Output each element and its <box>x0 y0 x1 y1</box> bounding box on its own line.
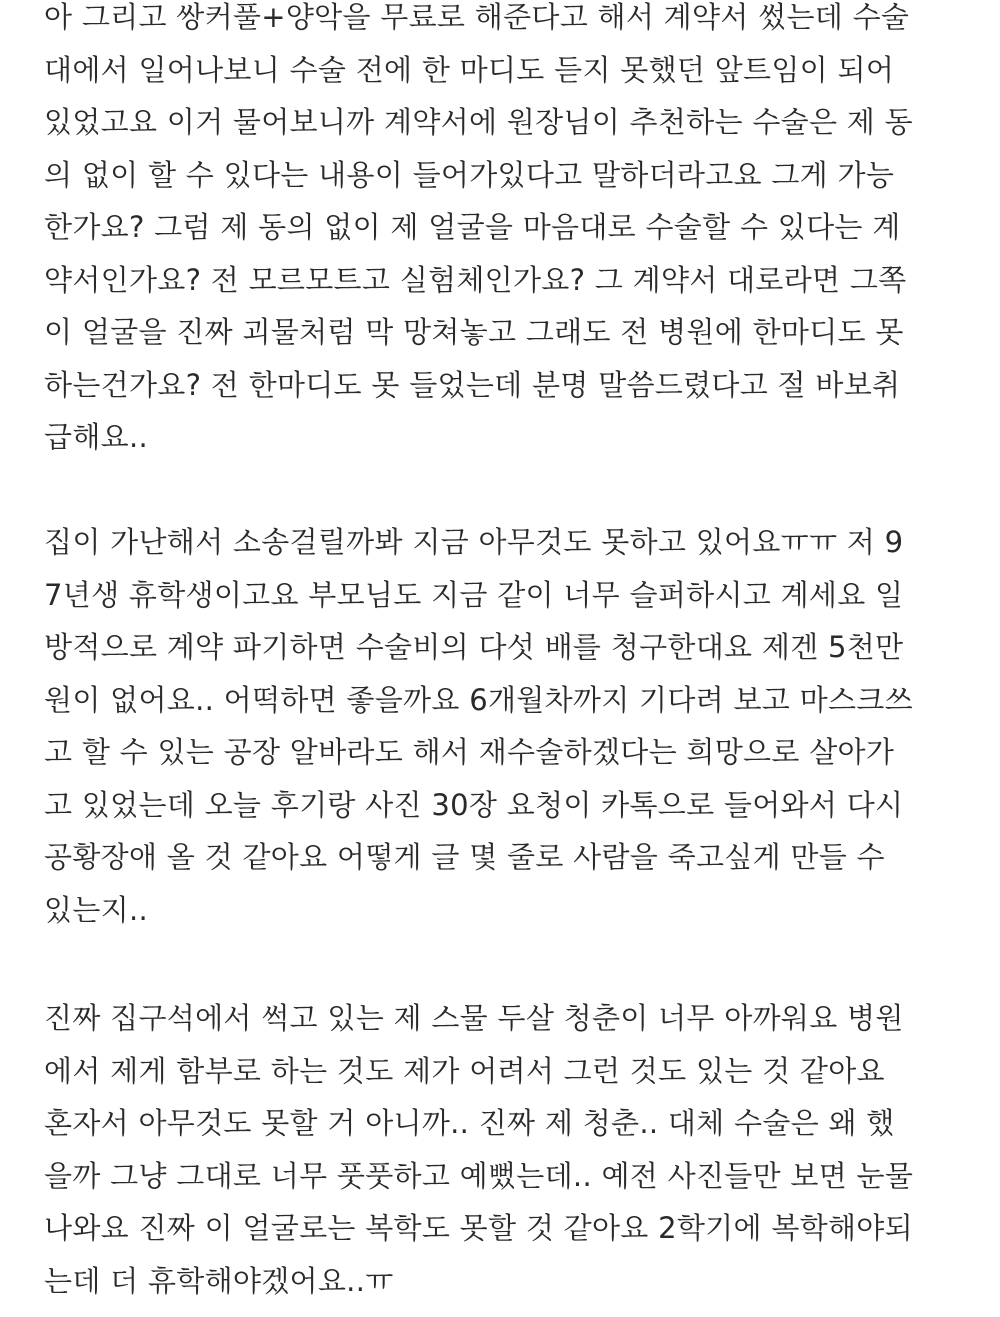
text-line: 을까 그냥 그대로 너무 풋풋하고 예뻤는데.. 예전 사진들만 보면 눈물 <box>44 1158 914 1193</box>
text-line: 있었고요 이거 물어보니까 계약서에 원장님이 추천하는 수술은 제 동 <box>44 105 913 139</box>
text-line: 진짜 집구석에서 썩고 있는 제 스물 두살 청춘이 너무 아까워요 병원 <box>44 1001 904 1035</box>
text-line: 급해요.. <box>44 420 148 454</box>
text-line: 혼자서 아무것도 못할 거 아니까.. 진짜 제 청춘.. 대체 수술은 왜 했 <box>44 1106 895 1140</box>
text-line: 아 그리고 쌍커풀+양악을 무료로 해준다고 해서 계약서 썼는데 수술 <box>44 0 910 34</box>
text-line: 는데 더 휴학해야겠어요..ㅠ <box>44 1263 394 1298</box>
text-line: 나와요 진짜 이 얼굴로는 복학도 못할 것 같아요 2학기에 복학해야되 <box>44 1211 913 1245</box>
text-line: 대에서 일어나보니 수술 전에 한 마디도 듣지 못했던 앞트임이 되어 <box>44 52 895 87</box>
text-line: 고 있었는데 오늘 후기랑 사진 30장 요청이 카톡으로 들어와서 다시 <box>44 787 904 822</box>
text-line: 집이 가난해서 소송걸릴까봐 지금 아무것도 못하고 있어요ㅠㅠ 저 9 <box>44 525 904 559</box>
text-line: 의 없이 할 수 있다는 내용이 들어가있다고 말하더라고요 그게 가능 <box>44 157 895 192</box>
text-line: 에서 제게 함부로 하는 것도 제가 어려서 그런 것도 있는 것 같아요 <box>44 1053 885 1088</box>
text-line: 고 할 수 있는 공장 알바라도 해서 재수술하겠다는 희망으로 살아가 <box>44 735 895 769</box>
paragraph-2 <box>44 516 913 936</box>
paragraph-3 <box>44 992 913 1307</box>
text-line: 원이 없어요.. 어떡하면 좋을까요 6개월차까지 기다려 보고 마스크쓰 <box>44 682 913 717</box>
text-line: 7년생 휴학생이고요 부모님도 지금 같이 너무 슬퍼하시고 계세요 일 <box>44 577 904 612</box>
text-line: 공황장애 올 것 같아요 어떻게 글 몇 줄로 사람을 죽고싶게 만들 수 <box>44 840 885 874</box>
paragraph-1 <box>44 0 913 464</box>
text-line: 방적으로 계약 파기하면 수술비의 다섯 배를 청구한대요 제겐 5천만 <box>44 630 904 664</box>
text-line: 이 얼굴을 진짜 괴물처럼 막 망쳐놓고 그래도 전 병원에 한마디도 못 <box>44 315 904 349</box>
text-line: 한가요? 그럼 제 동의 없이 제 얼굴을 마음대로 수술할 수 있다는 계 <box>44 210 901 244</box>
text-line: 하는건가요? 전 한마디도 못 들었는데 분명 말씀드렸다고 절 바보취 <box>44 367 901 402</box>
text-line: 약서인가요? 전 모르모트고 실험체인가요? 그 계약서 대로라면 그쪽 <box>44 262 907 297</box>
text-line: 있는지.. <box>44 892 148 927</box>
